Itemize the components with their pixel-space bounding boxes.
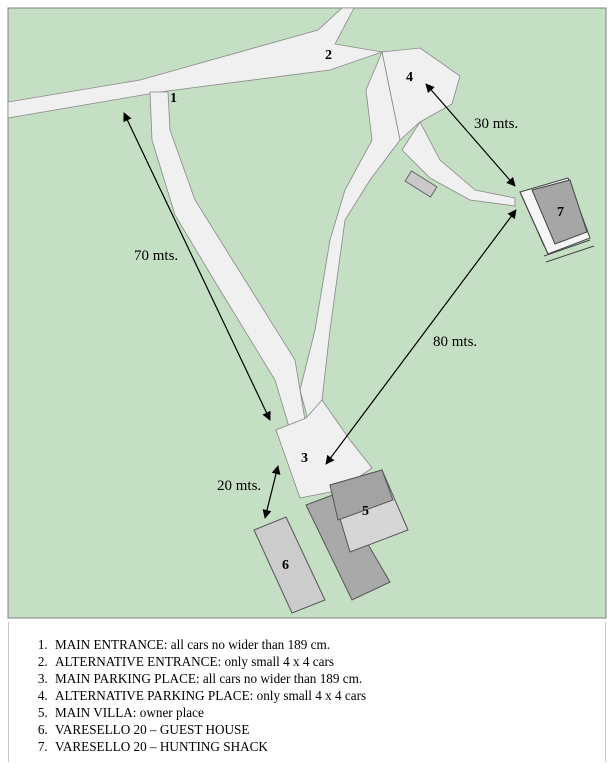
marker-2: 2 bbox=[325, 48, 332, 63]
legend-item-guest-house: 6. VARESELLO 20 – GUEST HOUSE bbox=[51, 721, 605, 738]
distance-label-30m: 30 mts. bbox=[474, 116, 519, 132]
distance-label-20m: 20 mts. bbox=[217, 478, 262, 494]
legend-item-alternative-entrance: 2. ALTERNATIVE ENTRANCE: only small 4 x 4 cars bbox=[51, 653, 605, 670]
marker-6: 6 bbox=[282, 558, 289, 573]
marker-1: 1 bbox=[170, 91, 177, 106]
marker-5: 5 bbox=[362, 504, 369, 519]
legend-list bbox=[9, 622, 605, 755]
map-legend bbox=[8, 622, 606, 762]
marker-3: 3 bbox=[301, 451, 308, 466]
legend-item-main-entrance: 1. MAIN ENTRANCE: all cars no wider than 189 cm. bbox=[51, 636, 605, 653]
marker-7: 7 bbox=[557, 205, 564, 220]
marker-4: 4 bbox=[406, 70, 413, 85]
legend-item-main-parking: 3. MAIN PARKING PLACE: all cars no wider than 189 cm. bbox=[51, 670, 605, 687]
distance-label-70m: 70 mts. bbox=[134, 248, 179, 264]
distance-label-80m: 80 mts. bbox=[433, 334, 478, 350]
legend-item-main-villa: 5. MAIN VILLA: owner place bbox=[51, 704, 605, 721]
legend-item-alternative-parking: 4. ALTERNATIVE PARKING PLACE: only small 4 x 4 cars bbox=[51, 687, 605, 704]
legend-item-hunting-shack: 7. VARESELLO 20 – HUNTING SHACK bbox=[51, 738, 605, 755]
